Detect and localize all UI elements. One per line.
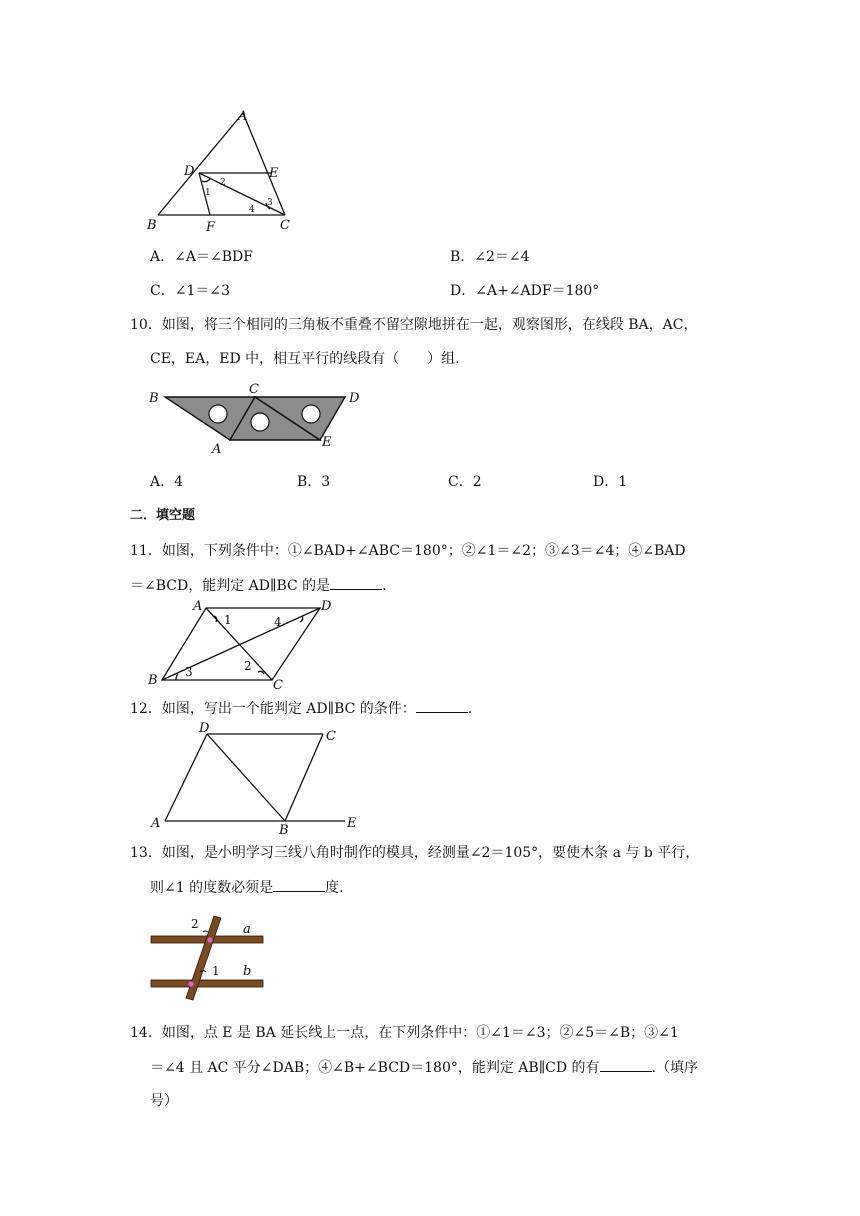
q10-figure: [145, 378, 370, 458]
q13-answer-blank[interactable]: [273, 877, 325, 892]
q13-stem-line1: 13．如图，是小明学习三线八角时制作的模具，经测量∠2＝105°，要使木条 a 与 b 平行，: [130, 845, 700, 861]
option-text: 1: [618, 474, 628, 490]
q11-angle-2: 2: [244, 659, 252, 673]
q11-answer-blank[interactable]: [330, 575, 382, 590]
q13-label-b: b: [243, 964, 252, 979]
q11-stem-end: .: [382, 578, 387, 594]
option-letter: C．: [448, 474, 473, 490]
q11-stem-text: ＝∠BCD，能判定 AD∥BC 的是: [130, 578, 331, 594]
q10-label-D: D: [349, 391, 360, 406]
q9-angle-3: 3: [267, 198, 273, 208]
q11-angle-4: 4: [274, 615, 282, 629]
q11-label-C: C: [273, 678, 283, 691]
q14-stem-end: .（填序: [651, 1060, 699, 1076]
option-text: ∠A+∠ADF＝180°: [475, 283, 600, 299]
option-text: ∠1＝∠3: [174, 283, 230, 299]
q9-label-B: B: [147, 218, 157, 233]
q13-stem-end: 度.: [325, 880, 344, 896]
option-text: 4: [174, 474, 184, 490]
q14-stem-line1: 14．如图，点 E 是 BA 延长线上一点，在下列条件中：①∠1＝∠3；②∠5＝∠B；③∠1: [130, 1025, 679, 1041]
q13-label-a: a: [243, 922, 251, 937]
q9-angle-1: 1: [205, 188, 211, 198]
section-title: 二．填空题: [130, 508, 196, 523]
q11-label-D: D: [321, 599, 332, 614]
option-letter: A．: [150, 249, 175, 265]
q9-label-E: E: [269, 166, 279, 181]
q10-option-d[interactable]: [593, 472, 627, 492]
q14-stem-line2: [150, 1057, 698, 1078]
q14-answer-blank[interactable]: [600, 1057, 652, 1072]
option-letter: C．: [150, 283, 175, 299]
q13-angle-1: 1: [212, 964, 220, 978]
q11-angle-3: 3: [185, 665, 193, 679]
q9-option-b[interactable]: [450, 247, 530, 267]
q10-option-a[interactable]: [150, 472, 183, 492]
q14-stem-line3: 号）: [150, 1093, 178, 1109]
q11-label-B: B: [148, 673, 158, 688]
q10-label-B: B: [149, 391, 159, 406]
q11-label-A: A: [193, 599, 203, 614]
q12-stem: [130, 698, 472, 719]
q12-label-D: D: [199, 721, 210, 736]
q13-pin-bottom: [188, 981, 193, 986]
option-letter: B．: [297, 474, 322, 490]
q11-figure: [140, 596, 340, 691]
q9-label-A: A: [238, 109, 248, 124]
q10-stem-line1: 10．如图，将三个相同的三角板不重叠不留空隙地拼在一起，观察图形，在线段 BA，AC，: [130, 317, 698, 333]
option-text: 2: [472, 474, 482, 490]
q13-figure: [145, 908, 270, 1008]
q9-angle-2: 2: [220, 178, 226, 188]
q10-option-b[interactable]: [297, 472, 330, 492]
option-text: ∠2＝∠4: [474, 249, 530, 265]
q13-pin-top: [207, 937, 212, 942]
option-letter: A．: [150, 474, 175, 490]
q11-angle-1: 1: [224, 613, 232, 627]
q9-label-F: F: [206, 220, 216, 235]
q12-stem-text: 12．如图，写出一个能判定 AD∥BC 的条件：: [130, 701, 416, 717]
q9-figure: [140, 105, 300, 235]
q9-option-a[interactable]: [150, 247, 253, 267]
q12-answer-blank[interactable]: [416, 698, 468, 713]
q9-option-c[interactable]: [150, 281, 230, 301]
q10-option-c[interactable]: [448, 472, 482, 492]
q9-angle-4: 4: [249, 205, 255, 215]
q14-stem-text: ＝∠4 且 AC 平分∠DAB；④∠B+∠BCD＝180°，能判定 AB∥CD 的有: [150, 1060, 600, 1076]
option-letter: D．: [593, 474, 619, 490]
q12-figure: [145, 720, 370, 836]
q9-label-C: C: [280, 218, 290, 233]
q13-stem-line2: [150, 877, 344, 898]
option-text: 3: [321, 474, 331, 490]
option-letter: D．: [450, 283, 476, 299]
q12-label-C: C: [326, 729, 336, 744]
q13-stem-text: 则∠1 的度数必须是: [150, 880, 274, 896]
q12-label-A: A: [151, 816, 161, 831]
q10-label-A: A: [212, 442, 222, 457]
q11-stem-line1: 11．如图，下列条件中：①∠BAD+∠ABC＝180°；②∠1＝∠2；③∠3＝∠4；④∠BAD: [130, 543, 686, 559]
q12-label-B: B: [279, 823, 289, 836]
q9-option-d[interactable]: [450, 281, 599, 301]
option-letter: B．: [450, 249, 475, 265]
q10-label-C: C: [249, 382, 259, 397]
option-text: ∠A＝∠BDF: [174, 249, 253, 265]
q12-stem-end: .: [467, 701, 473, 717]
q9-label-D: D: [184, 164, 195, 179]
q12-label-E: E: [347, 816, 357, 831]
q10-stem-line2: CE，EA，ED 中，相互平行的线段有（ ）组.: [150, 351, 460, 367]
q10-label-E: E: [322, 435, 332, 450]
q13-angle-2: 2: [191, 917, 199, 931]
q11-stem-line2: [130, 575, 387, 596]
